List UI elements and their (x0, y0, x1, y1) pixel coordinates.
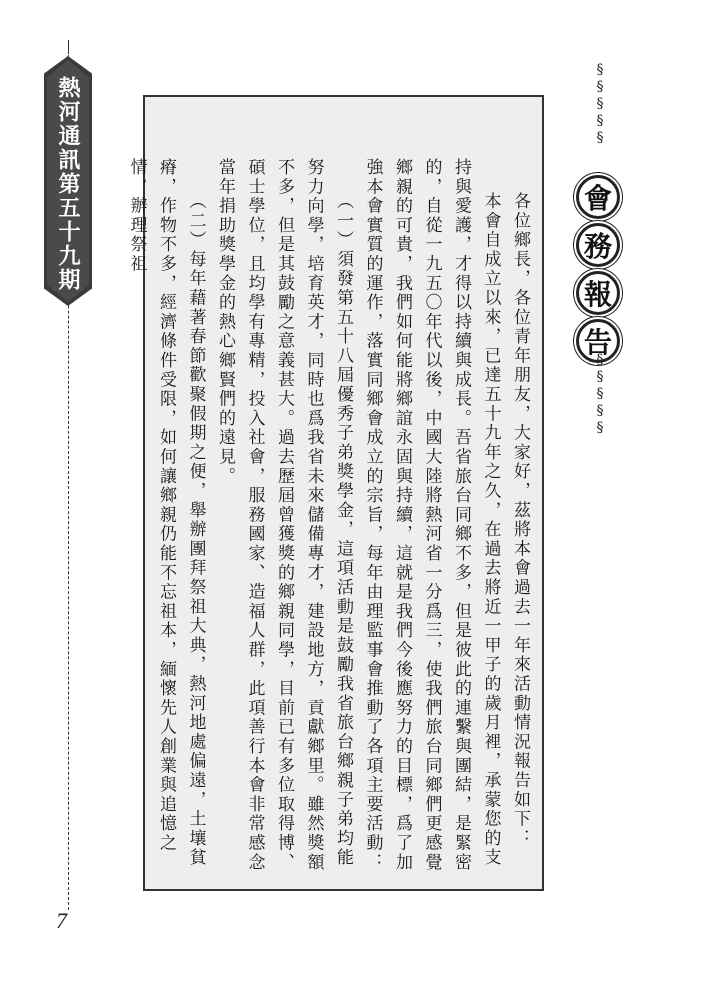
paragraph-1-text: 各位鄉長，各位青年朋友，大家好，茲將本會過去一年來活動情況報告如下： (510, 192, 530, 849)
paragraph-4-text: （二）每年藉著春節歡聚假期之便，舉辦團拜祭祖大典，熱河地處偏遠，土壤貧瘠，作物不多，經濟條件受限，如何讓鄉親仍能不忘祖本，緬懷先人創業與追憶之情，辦理祭祖 (126, 158, 206, 868)
paragraph-1 (505, 158, 535, 878)
section-ornament-top: §§§§§ (592, 62, 608, 147)
paragraph-2 (357, 158, 505, 878)
paragraph-3-text: （一）須發第五十八屆優秀子弟獎學金，這項活動是鼓勵我省旅台鄉親子弟均能努力向學，培育英才，同時也爲我省未來儲備專才，建設地方，貢獻鄉里。雖然獎額不多，但是其鼓勵之意義甚大。過去歷屆曾獲獎的鄉親同學，目前已有多位取得博、碩士學位，且均學有專精，投入社會，服務國家、造福人群，此項善行本會非常感念當年捐助獎學金的熱心鄉賢們的遠見。 (215, 158, 353, 873)
paragraph-2-text: 本會自成立以來，已達五十九年之久，在過去將近一甲子的歲月裡，承蒙您的支持與愛護，才得以持續與成長。吾省旅台同鄉不多，但是彼此的連繫與團結，是緊密的，自從一九五〇年代以後，中國大陸將熱河省一分爲三，使我們旅台同鄉們更感覺鄉親的可貴，我們如何能將鄉誼永固與持續，這就是我們今後應努力的目標，爲了加強本會實質的運作，落實同鄉會成立的宗旨，每年由理監事會推動了各項主要活動： (362, 158, 501, 873)
paragraph-3 (210, 158, 358, 878)
section-ornament-bottom: §§§§§ (592, 352, 608, 437)
section-title-char-4: 告 (576, 319, 620, 363)
page-number: 7 (56, 908, 67, 933)
section-title (574, 175, 626, 367)
body-text (126, 158, 534, 878)
running-head-title: 熱河通訊第五十九期 (55, 76, 81, 292)
section-title-char-2: 務 (576, 223, 620, 267)
paragraph-4 (121, 158, 210, 878)
section-title-char-3: 報 (576, 271, 620, 315)
section-title-char-1: 會 (576, 175, 620, 219)
